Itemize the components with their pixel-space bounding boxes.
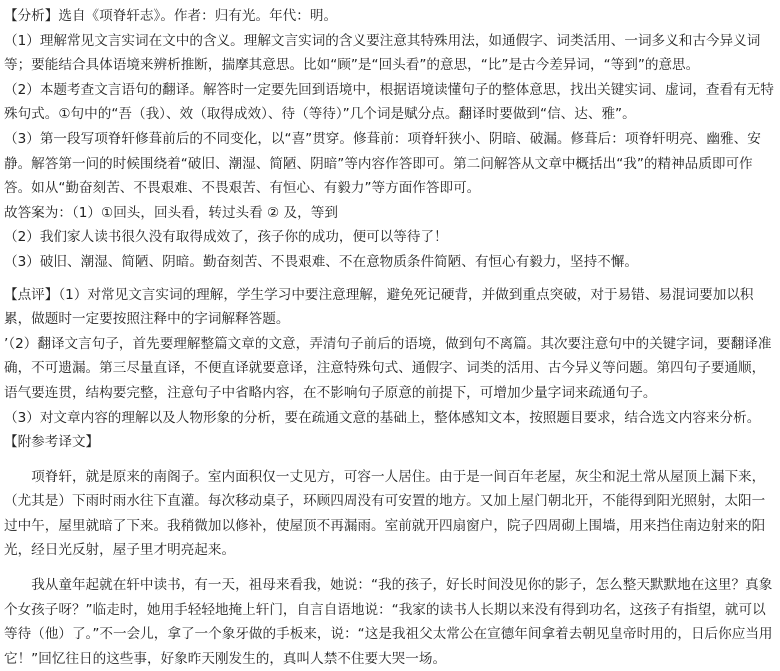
analysis-point-2: （2）本题考查文言语句的翻译。解答时一定要先回到语境中，根据语境读懂句子的整体意思，找出关键实词、虚词，查看有无特殊句式。①句中的“吾（我）、效（取得成效）、待（等待）”几个词是赋分点。翻译时要做到“信、达、雅”。 xyxy=(4,81,774,123)
answer-line-3: （3）破旧、潮湿、简陋、阴暗。勤奋刻苦、不畏艰难、不在意物质条件简陋、有恒心有毅力，坚持不懈。 xyxy=(4,253,638,270)
translation-paragraph-2: 我从童年起就在轩中读书，有一天，祖母来看我，她说：“我的孩子，好长时间没见你的影子，怎么整天默默地在这里？真象个女孩子呀？”临走时，她用手轻轻地掩上轩门，自言自语地说：“我家的读书人长期以来没有得到功名，这孩子有指望，就可以等待（他）了。”不一会儿，拿了一个象牙做的手板来，说：“这是我祖父太常公在宣德年间拿着去朝见皇帝时用的，日后你应当用它！”回忆往日的这些事，好象昨天刚发生的，真叫人禁不住要大哭一场。 xyxy=(4,577,773,667)
analysis-point-1: （1）理解常见文言实词在文中的含义。理解文言实词的含义要注意其特殊用法，如通假字、词类活用、一词多义和古今异义词等；要能结合具体语境来辨析推断，揣摩其意思。比如“顾”是“回头看”的意思，“比”是古今差异词，“等到”的意思。 xyxy=(4,32,761,74)
reference-translation-header: 【附参考译文】 xyxy=(4,434,100,451)
analysis-header: 【分析】选自《项脊轩志》。作者：归有光。年代：明。 xyxy=(4,8,338,24)
comment-point-1: 【点评】（1）对常见文言实词的理解，学生学习中要注意理解，避免死记硬背，并做到重点突破，对于易错、易混词要加以积累，做题时一定要按照注释中的字词解释答题。 xyxy=(4,286,754,328)
comment-point-3: （3）对文章内容的理解以及人物形象的分析，要在疏通文意的基础上，整体感知文本，按照题目要求，结合选文内容来分析。 xyxy=(4,409,761,426)
translation-paragraph-1: 项脊轩，就是原来的南阁子。室内面积仅一丈见方，可容一人居住。由于是一间百年老屋，灰尘和泥土常从屋顶上漏下来，（尤其是）下雨时雨水往下直灌。每次移动桌子，环顾四周没有可安置的地方。又加上屋门朝北开，不能得到阳光照射，太阳一过中午，屋里就暗了下来。我稍微加以修补，使屋顶不再漏雨。室前就开四扇窗户，院子四周砌上围墙，用来挡住南边射来的阳光，经日光反射，屋子里才明亮起来。 xyxy=(4,468,766,559)
analysis-point-3: （3）第一段写项脊轩修葺前后的不同变化，以“喜”贯穿。修葺前：项脊轩狭小、阴暗、破漏。修葺后：项脊轩明亮、幽雅、安静。解答第一问的时候围绕着“破旧、潮湿、简陋、阴暗”等内容作答即可。第二问解答从文章中概括出“我”的精神品质即可作答。如从“勤奋刻苦、不畏艰难、不畏艰苦、有恒心、有毅力”等方面作答即可。 xyxy=(4,130,761,197)
answer-line-2: （2）我们家人读书很久没有取得成效了，孩子你的成功，便可以等待了！ xyxy=(4,229,448,246)
answer-line-1: 故答案为：（1）①回头，回头看，转过头看 ② 及，等到 xyxy=(4,204,338,221)
comment-point-2: ’（2）翻译文言句子，首先要理解整篇文章的文意，弄清句子前后的语境，做到句不离篇。其次要注意句中的关键字词，要翻译准确，不可遗漏。第三尽量直译，不便直译就要意译，注意特殊句式、通假字、词类的活用、古今异义等问题。第四句子要通顺，语气要连贯，结构要完整，注意句子中省略内容，在不影响句子原意的前提下，可增加少量字词来疏通句子。 xyxy=(4,335,772,401)
